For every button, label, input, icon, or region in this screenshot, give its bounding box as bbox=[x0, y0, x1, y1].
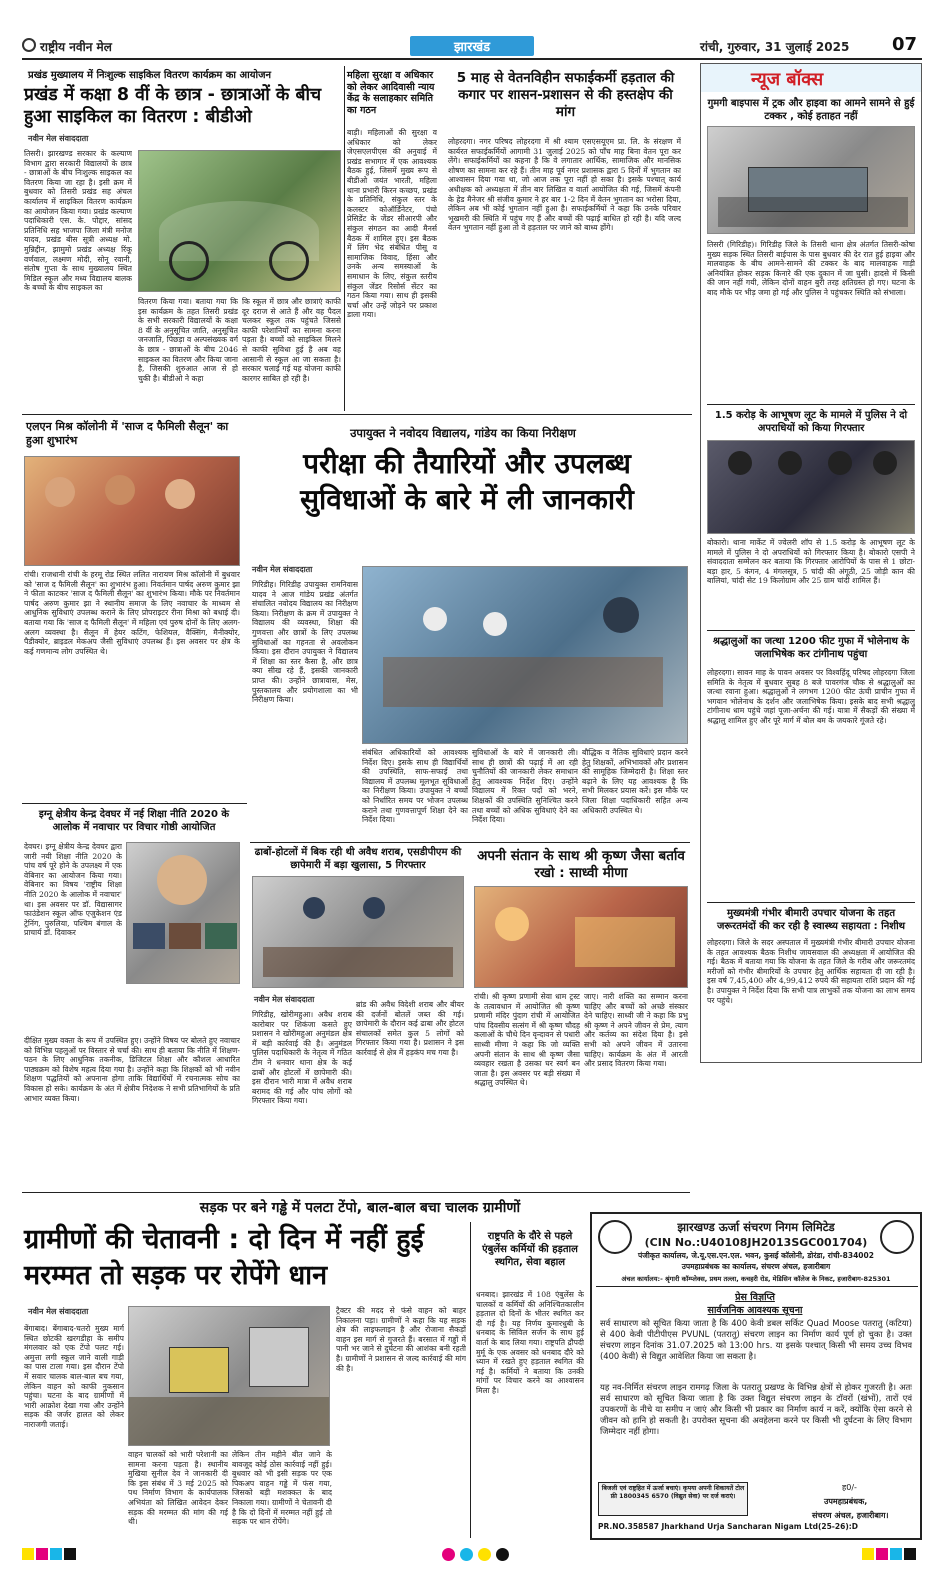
liquor-raid-photo bbox=[252, 876, 464, 988]
jusnl-office: उपमहाप्रबंधक का कार्यालय, संचरण अंचल, हजारीबाग bbox=[681, 1262, 831, 1271]
jusnl-org-name: झारखण्ड ऊर्जा संचरण निगम लिमिटेड bbox=[677, 1220, 835, 1234]
story-dc-col1: गिरिडीह। गिरिडीह उपायुक्त रामनिवास यादव ने आज गांडेय प्रखंड अंतर्गत संचालित नवोदय विद्यालय का निरीक्षण किया। निरीक्षण के क्रम में उपायुक्त ने विद्यालय की व्यवस्था, शिक्षा की गुणवत्ता और छात्रों के लिए उपलब्ध सुविधाओं का गहनता से अवलोकन किया। इस दौरान उपायुक्त ने विद्यालय में शिक्षा का स्तर कैसा है, और छात्र क्या सीख रहे हैं, इसकी जानकारी प्राप्त की। उन्होंने छात्रावास, मेस, पुस्तकालय और प्रयोगशाला का भी निरीक्षण किया। bbox=[252, 580, 358, 705]
color-registration-bar bbox=[22, 1548, 922, 1564]
jusnl-reg-office: पंजीकृत कार्यालय, जे.यू.एस.एन.एल. भवन, कुसई कॉलोनी, डोरंडा, रांची-834002 bbox=[638, 1251, 874, 1260]
jusnl-paragraph-2: यह नव-निर्मित संचरण लाइन रामगढ़ जिला के पतरातु प्रखण्ड के विभिन्न क्षेत्रों से होकर गुजरती है। अतः सर्व साधारण को सूचित किया जाता है कि उक्त विद्युत संचरण लाइन के टॉवरों (खंभों), तारों एवं उपकरणों के नीचे या समीप न जाएं और किसी भी प्रकार का निर्माण कार्य न करें, क्योंकि ऐसा करने से जीवन को हानि हो सकती है। उपरोक्त सूचना की अवहेलना करने पर किसी भी दुर्घटना के लिए विभाग जिम्मेदार नहीं होगा। bbox=[600, 1382, 912, 1436]
jusnl-sign-2: उपमहाप्रबंधक, bbox=[824, 1497, 868, 1506]
story-road-headline: ग्रामीणों की चेतावनी : दो दिन में नहीं हुई मरम्मत तो सड़क पर रोपेंगे धान bbox=[24, 1224, 424, 1291]
story-education-body-top: देवघर। इग्नू क्षेत्रीय केन्द्र देवघर द्वारा जारी नयी शिक्षा नीति 2020 के पांच वर्ष पूरे होने के उपलक्ष्य में एक वेबिनार का आयोजन किया गया। वेबिनार का विषय 'राष्ट्रीय शिक्षा नीति 2020 के आलोक में नवाचार' था। इस अवसर पर डॉ. विद्यासागर फाउंडेशन स्कूल ऑफ एजुकेशन एंड ट्रेनिंग, पुरुलिया, पश्चिम बंगाल के प्राचार्य डॉ. दिवाकर bbox=[24, 842, 122, 938]
cycle-distribution-photo bbox=[138, 150, 341, 292]
webinar-photo bbox=[126, 842, 240, 984]
story-cycle-byline: नवीन मेल संवाददाता bbox=[28, 134, 89, 143]
newsbox-s1-body: तिसरी (गिरिडीह)। गिरिडीह जिले के तिसरी थाना क्षेत्र अंतर्गत तिसरी-कोषा मुख्य सड़क स्थित तिसरी बाईपास के पास बुधवार की देर रात हुई हाइवा और मालवाहक के बीच आमने-सामने की टक्कर के बाद मालवाहक गाड़ी अनियंत्रित होकर सड़क किनारे की एक दुकान में जा घुसी। हादसे में किसी की जान नहीं गयी, लेकिन दोनों वाहन बुरी तरह क्षतिग्रस्त हो गए। घटना के बाद मौके पर भीड़ जमा हो गई और पुलिस ने पहुंचकर स्थिति को संभाला। bbox=[707, 240, 915, 297]
jusnl-notice-title: सार्वजनिक आवश्यक सूचना bbox=[707, 1305, 803, 1316]
paper-name: राष्ट्रीय नवीन मेल bbox=[40, 40, 112, 54]
salon-opening-photo bbox=[24, 456, 240, 566]
jusnl-sign-3: संचरण अंचल, हजारीबाग। bbox=[812, 1511, 889, 1520]
story-dc-kicker: उपायुक्त ने नवोदय विद्यालय, गांडेय का किया निरीक्षण bbox=[350, 426, 576, 440]
jusnl-press-label: प्रेस विज्ञप्ति bbox=[735, 1292, 775, 1303]
masthead bbox=[0, 0, 945, 60]
newsbox-s4-body: लोहरदगा। जिले के सदर अस्पताल में मुख्यमंत्री गंभीर बीमारी उपचार योजना के तहत आवश्यक बैठक निशीथ जायसवाल की अध्यक्षता में आयोजित की गई। बैठक में बताया गया कि योजना के तहत जिले के गरीब और जरूरतमंद मरीजों को गंभीर बीमारियों के उपचार हेतु आर्थिक सहायता दी जा रही है। इस वर्ष 7,45,400 और 4,99,412 रुपये की सहायता राशि प्रदान की गई है। उपायुक्त ने निर्देश दिया कि सभी पात्र लाभुकों तक योजना का लाभ समय पर पहुंचे। bbox=[707, 938, 915, 1005]
truck-accident-photo bbox=[707, 126, 915, 234]
jusnl-logo-right bbox=[880, 1220, 914, 1254]
story-cycle-col1: तिसरी। झारखण्ड सरकार के कल्याण विभाग द्वारा सरकारी विद्यालयों के छात्र - छात्राओं के बीच निःशुल्क साइकल का वितरण किया जा रहा है। इसी क्रम में बुधवार को तिसरी प्रखंड सह अंचल कार्यालय में साइकिल वितरण कार्यक्रम का आयोजन किया गया। प्रखंड कल्याण पदाधिकारी एस. के. पोद्दार, सांसद प्रतिनिधि सह भाजपा जिला मंत्री मनोज यादव, प्रखंड बीस सूत्री अध्यक्ष मो. मुन्निद्दीन, झामुमो प्रखंड अध्यक्ष रिंकू वर्णवाल, लक्ष्मण मोदी, सोनू रवानी, संतोष गुप्ता के साथ मुख्यालय स्थित मिडिल स्कूल और मध्य विद्यालय बालक के बच्चों के बीच साइकल का bbox=[24, 149, 132, 293]
story-salon-headline: एलएन मिश्र कॉलोनी में 'साज द फैमिली सैलून' का हुआ शुभारंभ bbox=[26, 420, 229, 447]
sadhvi-satsang-photo bbox=[474, 886, 688, 988]
story-dc-col4: बौद्धिक व नैतिक सुविधाएं प्रदान करने हेतु शिक्षकों, अभिभावकों और प्रशासन की सामूहिक जिम्मेदारी है। शिक्षा स्तर बढ़ाने के लिए यह आवश्यक है कि सभी मिलकर प्रयास करें। इस मौके पर जिला शिक्षा पदाधिकारी सहित अन्य अधिकारी उपस्थित थे। bbox=[582, 748, 688, 815]
story-road-col4: ट्रैक्टर की मदद से फंसे वाहन को बाहर निकालना पड़ा। ग्रामीणों ने कहा कि यह सड़क क्षेत्र की लाइफलाइन है और रोजाना सैकड़ों वाहन इस मार्ग से गुजरते हैं। बरसात में गड्ढों में पानी भर जाने से दुर्घटना की आशंका बनी रहती है। ग्रामीणों ने प्रशासन से जल्द कार्रवाई की मांग की है। bbox=[336, 1306, 466, 1373]
story-salon-body: रांची। राजधानी रांची के हरमू रोड स्थित ललित नारायण मिश्र कॉलोनी में बुधवार को 'साज द फैमिली सैलून' का शुभारंभ हुआ। निवर्तमान पार्षद अरुण कुमार झा ने फीता काटकर 'साज द फैमिली सैलून' का शुभारंभ किया। मौके पर निवर्तमान पार्षद अरुण कुमार झा ने स्थानीय समाज के लिए नवाचार के माध्यम से आधुनिक सुविधाएं उपलब्ध कराने के लिए प्रोपराइटर रीना मिश्रा को बधाई दी। बताया गया कि 'साज द फैमिली सैलून' में महिला एवं पुरुष दोनों के लिए अलग-अलग व्यवस्था है। सैलून में हेयर कटिंग, फेशियल, वैक्सिंग, मैनीक्योर, पैडीक्योर, ब्राइडल मेकअप जैसी सुविधाएं उपलब्ध हैं। इस अवसर पर क्षेत्र के कई गणमान्य लोग उपस्थित थे। bbox=[24, 570, 240, 656]
section-label: झारखंड bbox=[453, 40, 491, 55]
story-sadhvi-col2: जाए। नारी शक्ति का सम्मान करना चाहिए और बच्चों को अच्छे संस्कार देने चाहिए। साध्वी जी ने कहा कि प्रभु श्री कृष्ण ने अपने जीवन से प्रेम, त्याग और कर्तव्य का संदेश दिया है। इसे सभी को अपने जीवन में उतारना चाहिए। कार्यक्रम के अंत में आरती और प्रसाद वितरण किया गया। bbox=[584, 992, 688, 1069]
story-sadhvi-col1: रांची। श्री कृष्ण प्रणामी सेवा धाम ट्रस्ट के तत्वावधान में आयोजित श्री कृष्ण प्रणामी मंदिर पुंदाग रांची में आयोजित पांच दिवसीय सत्संग में श्री कृष्ण चौदह कलाओं के चौथे दिन वृन्दावन से पधारी साध्वी मीणा ने कहा कि जो व्यक्ति अपनी संतान के साथ श्री कृष्ण जैसा व्यवहार रखता है उसका घर स्वर्ग बन जाता है। इस अवसर पर बड़ी संख्या में श्रद्धालु उपस्थित थे। bbox=[474, 992, 580, 1088]
story-road-byline: नवीन मेल संवाददाता bbox=[28, 1307, 89, 1316]
story-cycle-kicker: प्रखंड मुख्यालय में निःशुल्क साइकिल वितरण कार्यक्रम का आयोजन bbox=[28, 70, 272, 81]
story-dc-col2: संबंधित अधिकारियों को आवश्यक निर्देश दिए। इसके साथ ही विद्यार्थियों की उपस्थिति, साफ-सफाई तथा विद्यालय में उपलब्ध मूलभूत सुविधाओं का निरीक्षण किया। उपायुक्त ने बच्चों को निर्धारित समय पर भोजन उपलब्ध कराने तथा गुणवत्तापूर्ण शिक्षा देने का निर्देश दिया। bbox=[362, 748, 468, 825]
story-road-col2: वाहन चालकों को भारी परेशानी का सामना करना पड़ता है। स्थानीय मुखिया सुनील देव ने जानकारी दी कि इस संबंध में 3 मई 2025 को पथ निर्माण विभाग के कार्यपालक अभियंता को लिखित आवेदन देकर सड़क की मरम्मत की मांग की गई थी। bbox=[128, 1450, 228, 1527]
story-liquor-headline: ढाबों-होटलों में बिक रही थी अवैध शराब, एसडीपीएम की छापेमारी में बड़ा खुलासा, 5 गिरफ्तार bbox=[254, 847, 462, 871]
story-contract-body: लोहरदगा। नगर परिषद लोहरदगा में श्री श्याम एसएसयूएम प्रा. लि. के संरक्षण में कार्यरत सफाईकर्मियों आगामी 31 जुलाई 2025 को पाँच माह बिना वेतन पूरा कर लेंगे। सफाईकर्मियों का कहना है कि वे लगातार आर्थिक, सामाजिक और मानसिक शोषण का सामना कर रहे हैं। तीन माह पूर्व नगर प्रशासक द्वारा 5 दिनों में भुगतान का आश्वासन दिया गया था, जो आज तक पूरा नहीं हो सका है। इसके पश्चात् कार्य अधीक्षक को अध्यक्षता में तीन बार लिखित व वार्ता आयोजित की गई, जिसमें कंपनी के हेड मैनेजर श्री संजीव कुमार ने हर बार 1-2 दिन में वेतन भुगतान का भरोसा दिया, लेकिन अब भी कोई भुगतान नहीं हुआ है। सफाईकर्मियों ने कहा कि उनके परिवार भूखमरी की स्थिति में पहुंच गए हैं और बच्चों की पढ़ाई बाधित हो रही है। यदि जल्द वेतन भुगतान नहीं हुआ तो वे हड़ताल पर जाने को बाध्य होंगे। bbox=[448, 137, 681, 233]
jusnl-paragraph-1: सर्व साधारण को सूचित किया जाता है कि 400 केवी डबल सर्किट Quad Moose पतरातु (कटिया) से 400 केवी पीटीपीएस PVUNL (पतरातु) संचरण लाइन का निर्माण कार्य पूर्ण हो चुका है। उक्त संचरण लाइन दिनांक 31.07.2025 को 13:00 hrs. या इसके पश्चात् किसी भी समय उच्च विभव (400 केवी) से विद्युत आवेशित किया जा सकता है। bbox=[600, 1318, 912, 1361]
crop-mark-top-left bbox=[22, 38, 36, 52]
jusnl-footer-box bbox=[598, 1482, 748, 1516]
story-road-col1: बेंगाबाद। बेंगाबाद-चतरो मुख्य मार्ग स्थित छोटकी खरगडीहा के समीप मंगलवार को एक टेंपो पलट गई। अमुत्ता लगी स्कूल जाने वाली गाड़ी का पास टाला गया। इस दौरान टेंपो में सवार चालक बाल-बाल बच गया, लेकिन वाहन को काफी नुकसान पहुंचा। घटना के बाद ग्रामीणों में भारी आक्रोश देखा गया और उन्होंने सड़क की जर्जर हालत को लेकर नाराजगी जताई। bbox=[24, 1324, 124, 1429]
newsbox-s2-body: बोकारो। थाना मार्केट में ज्वेलरी शॉप से 1.5 करोड़ के आभूषण लूट के मामले में पुलिस ने दो अपराधियों को गिरफ्तार किया है। बोकारो एसपी ने संवाददाता सम्मेलन कर बताया कि गिरफ्तार आरोपियों के पास से 1 छोटा-बड़ा हार, 5 कंगन, 4 मंगलसूत्र, 5 चांदी की अंगूठी, 25 जोड़ी कान की बालियां, चांदी सेट 19 किलोग्राम और 25 ग्राम चांदी शामिल हैं। bbox=[707, 538, 915, 586]
jusnl-address: अंचल कार्यालय:- श्रृंगारी कॉम्प्लेक्स, प्रथम तल्ला, कचहरी रोड, मेडिसिन कॉलेज के निकट, हजारीबाग-825301 bbox=[621, 1275, 891, 1283]
story-liquor-byline: नवीन मेल संवाददाता bbox=[254, 995, 315, 1004]
story-liquor-col2: ब्रांड की अवैध विदेशी शराब और बीयर की दर्जनों बोतलें जब्त की गई। छापेमारी के दौरान कई ढाबा और होटल संचालकों समेत कुल 5 लोगों को गिरफ्तार किया गया है। प्रशासन ने इस कार्रवाई से क्षेत्र में हड़कंप मच गया है। bbox=[356, 1000, 464, 1057]
overturned-tempo-photo bbox=[128, 1306, 330, 1446]
jusnl-notice bbox=[590, 1212, 922, 1540]
newsbox-s1-headline: गुमगी बाइपास में ट्रक और हाइवा का आमने सामने से हुई टक्कर , कोई हताहत नहीं bbox=[707, 98, 915, 122]
section-banner bbox=[410, 36, 534, 56]
navodaya-classroom-photo bbox=[362, 566, 688, 744]
dateline: रांची, गुरुवार, 31 जुलाई 2025 bbox=[700, 40, 850, 54]
story-cycle-col2: वितरण किया गया। बताया गया कि इस कार्यक्रम के तहत तिसरी प्रखंड के सभी सरकारी विद्यालयों के कक्षा 8 वीं के अनुसूचित जाति, अनुसूचित जनजाति, पिछड़ा व अल्पसंख्यक वर्ग के छात्र - छात्राओं के बीच 2046 साइकल का वितरण और किया जाना है, जिसकी शुरुआत आज से हो चुकी है। बीडीओ ने कहा bbox=[138, 297, 238, 383]
story-education-headline: इग्नू क्षेत्रीय केन्द्र देवघर में नई शिक्षा नीति 2020 के आलोक में नवाचार पर विचार गोष्ठी आयोजित bbox=[38, 809, 230, 833]
jusnl-cin: (CIN No.:U40108JH2013SGC001704) bbox=[644, 1236, 868, 1249]
story-sadhvi-headline: अपनी संतान के साथ श्री कृष्ण जैसा बर्ताव रखो : साध्वी मीणा bbox=[477, 848, 685, 881]
story-women-body: बाड़ी। महिलाओं की सुरक्षा व अधिकार को लेकर जेएसएलपीएस की अनुवाई में प्रखंड सभागार में एक आवश्यक बैठक हुई, जिसमें मुख्य रूप से बीडीओ जयंत भारती, महिला थाना प्रभारी किरन कच्छप, प्रखंड के प्रतिनिधि, संकुल स्तर के कलस्टर कोऑर्डिनेटर, पंचो प्रेसिडेंट के जेंडर सीआरपी और संकुल संगठन का आदी मैनर्स बैठक में शामिल हुए। इस बैठक में लिंग भेद संबंधित पीसू व सामाजिक विवाद, हिंसा और उनके अन्य समस्याओं के समाधान के लिए, संकुल स्तरीय संकुल जेंडर रिसोर्स सेंटर का गठन किया गया। साथ ही इसकी चर्चा और उन्हें जोड़ने पर प्रकाश डाला गया। bbox=[347, 128, 437, 320]
story-women-kicker: महिला सुरक्षा व अधिकार को लेकर आदिवासी न्याय केंद्र के सलाहकार समिति का गठन bbox=[347, 70, 435, 116]
story-cycle-headline: प्रखंड में कक्षा 8 वीं के छात्र - छात्राओं के बीच हुआ साइकिल का वितरण : बीडीओ bbox=[24, 85, 322, 127]
news-box-title: न्यूज बॉक्स bbox=[751, 69, 824, 90]
jusnl-pr-number: PR.NO.358587 Jharkhand Urja Sancharan Nigam Ltd(25-26):D bbox=[598, 1522, 859, 1531]
jusnl-sign-1: ह0/- bbox=[842, 1483, 857, 1492]
newsbox-s2-headline: 1.5 करोड़ के आभूषण लूट के मामले में पुलिस ने दो अपराधियों को किया गिरफ्तार bbox=[714, 410, 908, 434]
arrest-photo bbox=[707, 440, 915, 534]
story-contract-headline: 5 माह से वेतनविहीन सफाईकर्मी हड़ताल की कगार पर शासन-प्रशासन से की हस्तक्षेप की मांग bbox=[456, 70, 675, 120]
story-dc-headline: परीक्षा की तैयारियों और उपलब्ध सुविधाओं के बारे में ली जानकारी bbox=[300, 447, 634, 516]
newsbox-s4-headline: मुख्यमंत्री गंभीर बीमारी उपचार योजना के तहत जरूरतमंदों की कर रही है स्वास्थ्य सहायता : निशीथ bbox=[716, 908, 906, 932]
news-box bbox=[700, 63, 922, 1063]
story-liquor-col1: गिरिडीह, खोरीमहुआ। अवैध शराब कारोबार पर शिकंजा कसते हुए प्रशासन ने खोरीमहुआ अनुमंडल क्षेत्र में बड़ी कार्रवाई की है। अनुमंडल पुलिस पदाधिकारी के नेतृत्व में गठित टीम ने धनवार थाना क्षेत्र के कई ढाबों और होटलों में छापेमारी की। इस दौरान भारी मात्रा में अवैध शराब बरामद की गई और पांच लोगों को गिरफ्तार किया गया। bbox=[252, 1010, 352, 1106]
story-dc-col3: सुविधाओं के बारे में जानकारी ली। साथ ही छात्रों की पढ़ाई में आ रही चुनौतियों की जानकारी लेकर समाधान हेतु आवश्यक निर्देश दिए। उन्होंने विद्यालय में रिक्त पदों को भरने, शिक्षकों की उपस्थिति सुनिश्चित करने तथा बच्चों को अधिक सुविधाएं देने का निर्देश दिया। bbox=[472, 748, 578, 825]
story-dc-byline: नवीन मेल संवाददाता bbox=[252, 565, 313, 574]
story-road-kicker: सड़क पर बने गड्ढे में पलटा टेंपो, बाल-बाल बचा चालक ग्रामीणों bbox=[199, 1200, 521, 1216]
story-road-col3: लेकिन तीन महीने बीत जाने के बावजूद कोई ठोस कार्रवाई नहीं हुई। बुधवार को भी इसी सड़क पर एक पिकअप वाहन गड्ढे में फंस गया, जिसको बड़ी मशक्कत के बाद निकाला गया। ग्रामीणों ने चेतावनी दी है कि दो दिनों में मरम्मत नहीं हुई तो सड़क पर धान रोपेंगे। bbox=[232, 1450, 332, 1527]
news-box-title-bar bbox=[701, 64, 921, 92]
story-ambulance-body: धनबाद। झारखंड में 108 एंबुलेंस के चालकों व कर्मियों की अनिश्चितकालीन हड़ताल दो दिनों के भीतर स्थगित कर दी गई है। यह निर्णय कुमारधुबी के धनबाद के सिविल सर्जन के साथ हुई वार्ता के बाद लिया गया। राष्ट्रपति द्रौपदी मुर्मू के एक अवसर को धनबाद दौरे को ध्यान में रखते हुए हड़ताल स्थगित की गई है। कर्मियों ने बताया कि उनकी मांगों पर विचार करने का आश्वासन मिला है। bbox=[476, 1290, 584, 1395]
page-number: 07 bbox=[892, 34, 918, 55]
story-cycle-col3: कि स्कूल में छात्र और छात्राएं काफी दूर दराज से आते हैं और वह पैदल चलकर स्कूल तक पहुंचते जिससे काफी परेशानियों का सामना करना पड़ता है। बच्चों को साइकिल मिलने से काफी सुविधा हुई है अब वह आसानी से स्कूल आ जा सकता है। सरकार चलाई गई यह योजना काफी कारगर साबित हो रही है। bbox=[242, 297, 341, 383]
newsbox-s3-body: लोहरदगा। सावन माह के पावन अवसर पर विश्वहिंदू परिषद लोहरदगा जिला समिति के नेतृत्व में बुधवार सुबह 8 बजे पावरगंज चौक से श्रद्धालुओं का जत्था रवाना हुआ। श्रद्धालुओं ने लगभग 1200 फीट ऊंची प्राचीन गुफा में भगवान भोलेनाथ के दर्शन और जलाभिषेक किया। इसके बाद सभी श्रद्धालु टांगीनाथ धाम पहुंचे जहां पूजा-अर्चना की गई। यात्रा में सैकड़ों की संख्या में श्रद्धालु शामिल हुए और पूरे मार्ग में बोल बम के जयकारे गूंजते रहे। bbox=[707, 668, 915, 725]
newsbox-s3-headline: श्रद्धालुओं का जत्था 1200 फीट गुफा में भोलेनाथ के जलाभिषेक कर टांगीनाथ पहुंचा bbox=[712, 636, 910, 660]
story-ambulance-headline: राष्ट्रपति के दौरे से पहले एंबुलेंस कर्मियों की हड़ताल स्थगित, सेवा बहाल bbox=[482, 1231, 578, 1268]
story-education-body-bottom: दीक्षित मुख्य वक्ता के रूप में उपस्थित हुए। उन्होंने विषय पर बोलते हुए नवाचार को विभिन्न पहलुओं पर विस्तार से चर्चा की। साथ ही बताया कि नीति में शिक्षण-पठन के लिए आधुनिक तकनीक, डिजिटल शिक्षा और कौशल आधारित पाठ्यक्रम को विशेष महत्व दिया गया है। उन्होंने कहा कि शिक्षकों को भी नवीन शिक्षण पद्धतियों को अपनाना होगा ताकि विद्यार्थियों में रचनात्मक सोच का विकास हो सके। कार्यक्रम के अंत में क्षेत्रीय निदेशक ने सभी प्रतिभागियों के प्रति आभार व्यक्त किया। bbox=[24, 1036, 240, 1103]
jusnl-footer-text: बिजली एवं राष्ट्रहित में ऊर्जा बचाएं। कृपया अपनी शिकायतें टोल फ्री 1800345 6570 (विद्युत सेवा) पर दर्ज कराएं। bbox=[601, 1485, 745, 1500]
jusnl-logo-left bbox=[598, 1220, 632, 1254]
